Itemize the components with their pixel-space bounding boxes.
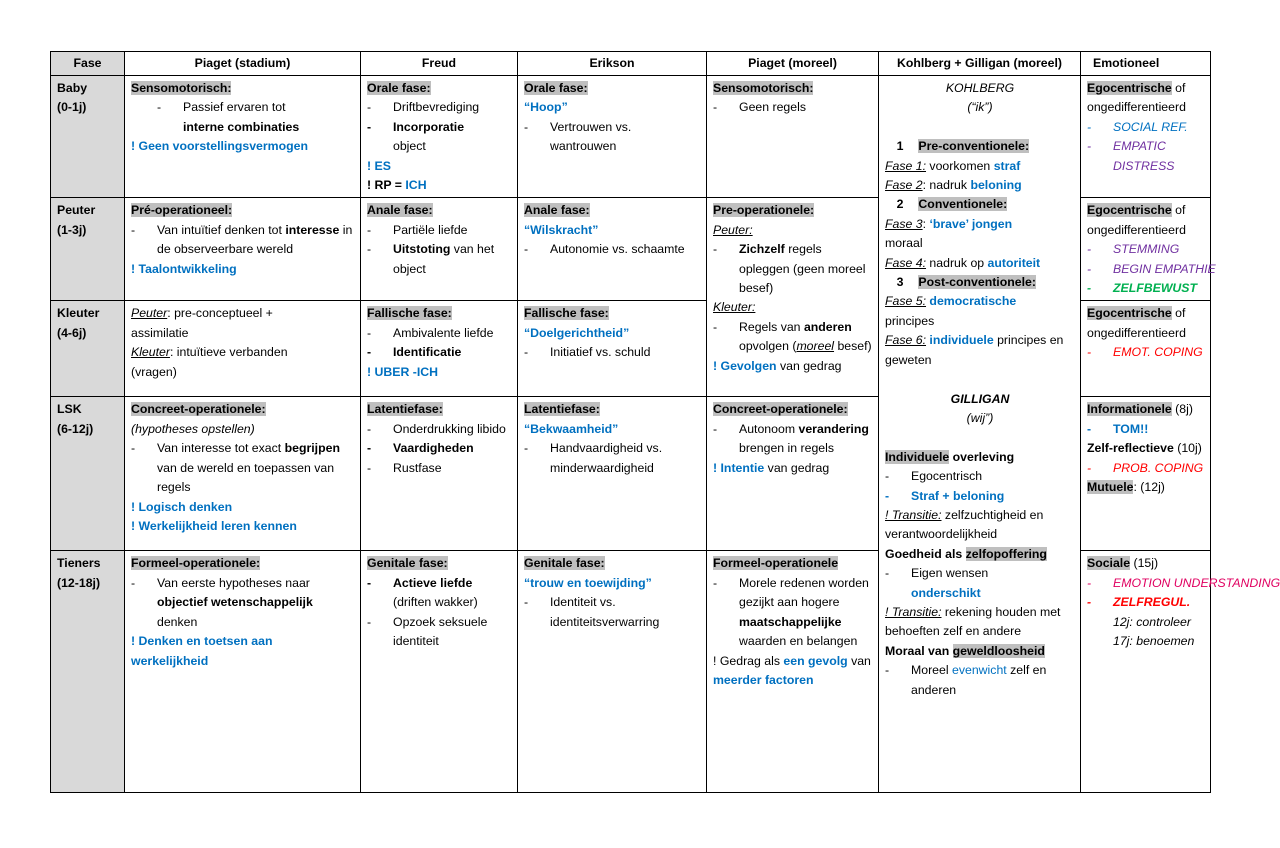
gilligan-level-2: Goedheid als zelfopoffering: [885, 546, 1047, 561]
emotion-level: Egocentrische: [1087, 81, 1172, 95]
sub-heading: (hypotheses opstellen): [131, 421, 255, 436]
list-item: - EMOT. COPING: [1087, 343, 1205, 362]
stage-title: Anale fase:: [367, 203, 433, 218]
stage-age: (6-12j): [57, 421, 94, 436]
stage-title: Formeel-operationele:: [131, 556, 261, 571]
stage-name: Peuter: [57, 203, 96, 218]
virtue-quote: “Doelgerichtheid”: [524, 325, 630, 340]
fase-4: Fase 4: nadruk op autoriteit: [885, 255, 1041, 270]
note: ! Logisch denken: [131, 499, 233, 514]
stage-title: Sensomotorisch:: [713, 81, 814, 95]
note: ! Taalontwikkeling: [131, 261, 237, 276]
list-item: - Morele redenen worden gezijkt aan hogere maatschappelijke waarden en belangen: [713, 574, 873, 652]
list-item: - EMPATIC DISTRESS: [1087, 137, 1205, 176]
list-item: - Rustfase: [367, 459, 512, 478]
note: ! Werkelijkheid leren kennen: [131, 518, 297, 533]
gilligan-title: GILLIGAN: [950, 391, 1010, 406]
text-line: (vragen): [131, 364, 177, 379]
list-item: - Van eerste hypotheses naar: [131, 574, 355, 593]
note: ! Denken en toetsen aan: [131, 634, 273, 649]
emotioneel-lsk: Informationele (8j) - TOM!! Zelf-reflectieve (10j) - PROB. COPING Mutuele: (12j): [1081, 397, 1211, 551]
erikson-peuter: [518, 198, 707, 301]
emotioneel-tieners: Sociale (15j) - EMOTION UNDERSTANDING - ZELFREGUL. 12j: controleer 17j: benoemen: [1081, 551, 1211, 793]
stage-title: Concreet-operationele:: [713, 402, 848, 417]
stage-name: Baby: [57, 81, 88, 95]
emotion-level: Zelf-reflectieve: [1087, 441, 1174, 456]
freud-peuter: [361, 198, 518, 301]
header-piaget-moreel: Piaget (moreel): [707, 52, 879, 76]
stage-title: Concreet-operationele:: [131, 402, 266, 417]
list-item: - Geen regels: [713, 98, 873, 117]
list-item-continued: (driften wakker): [393, 595, 478, 610]
list-item: - Moreel evenwicht zelf en anderen: [885, 663, 1047, 697]
note: ! Gedrag als een gevolg van meerder factoren: [713, 653, 871, 687]
list-item: - Onderdrukking libido: [367, 420, 512, 439]
list-item: - Autonoom verandering brengen in regels: [713, 420, 873, 459]
gilligan-level-3: Moraal van geweldloosheid: [885, 643, 1045, 658]
emotion-level: Egocentrische: [1087, 203, 1172, 218]
transitie-1: ! Transitie: zelfzuchtigheid en verantwoordelijkheid: [885, 507, 1044, 542]
list-item: - Partiële liefde: [367, 221, 512, 240]
stage-age: (1-3j): [57, 222, 87, 237]
list-item: - Straf + beloning: [885, 487, 1075, 506]
header-emotioneel: Emotioneel: [1081, 52, 1211, 76]
stage-cell: [51, 551, 125, 793]
transitie-2: ! Transitie: rekening houden met behoeften zelf en andere: [885, 604, 1061, 639]
piaget-stadium-tieners: [125, 551, 361, 793]
fase-3: Fase 3: ‘brave’ jongen: [885, 216, 1013, 231]
stage-title: Sensomotorisch:: [131, 81, 232, 95]
stage-title: Orale fase:: [367, 81, 431, 95]
stage-cell: [51, 76, 125, 198]
freud-lsk: [361, 397, 518, 551]
age-note: 12j: controleer: [1113, 614, 1191, 629]
stage-title: Fallische fase:: [367, 306, 452, 321]
stage-name: Kleuter: [57, 306, 100, 321]
list-item: - EMOTION UNDERSTANDING: [1087, 574, 1205, 593]
list-item: - Van intuïtief denken tot interesse in de observeerbare wereld: [131, 221, 355, 260]
piaget-moreel-peuter-kleuter: [707, 198, 879, 397]
list-item: - Regels van anderen opvolgen (moreel besef): [713, 318, 873, 357]
virtue-quote: “Wilskracht”: [524, 222, 599, 237]
header-piaget-stadium: Piaget (stadium): [125, 52, 361, 76]
age-note: 17j: benoemen: [1113, 634, 1195, 649]
header-erikson: Erikson: [518, 52, 707, 76]
stage-cell: [51, 198, 125, 301]
row-baby: [51, 76, 1211, 198]
virtue-quote: “Hoop”: [524, 100, 568, 115]
kohlberg-title: KOHLBERG: [945, 81, 1015, 95]
piaget-moreel-lsk: [707, 397, 879, 551]
freud-tieners: [361, 551, 518, 793]
list-item: - Incorporatie: [367, 118, 512, 137]
erikson-tieners: [518, 551, 707, 793]
emotioneel-peuter: Egocentrische of ongedifferentieerd - STEMMING - BEGIN EMPATHIE - ZELFBEWUST: [1081, 198, 1211, 301]
list-item: - ZELFREGUL.: [1087, 593, 1205, 612]
stage-name: Tieners: [57, 556, 101, 571]
header-row: [51, 52, 1211, 76]
list-item: - Egocentrisch: [885, 467, 1075, 486]
gilligan-sub: (wij”): [966, 410, 994, 425]
stage-title: Latentiefase:: [367, 402, 443, 417]
piaget-moreel-baby: [707, 76, 879, 198]
list-item: - Opzoek seksuele identiteit: [367, 613, 512, 652]
stage-title: Pré-operationeel:: [131, 203, 233, 218]
list-item-continued: objectief wetenschappelijk: [157, 595, 313, 610]
overview-table-sheet: [50, 51, 1280, 788]
stage-title: Formeel-operationele: [713, 556, 839, 571]
development-theories-table: [50, 51, 1280, 793]
list-item: - Ambivalente liefde: [367, 324, 512, 343]
note: werkelijkheid: [131, 653, 209, 668]
list-item: - Passief ervaren tot: [157, 100, 286, 115]
level-1: 1 Pre-conventionele:: [896, 139, 1030, 154]
sub-heading: Kleuter:: [713, 300, 756, 315]
piaget-stadium-baby: [125, 76, 361, 198]
note: ! Gevolgen van gedrag: [713, 358, 842, 373]
list-item-continued: onderschikt: [911, 585, 981, 600]
stage-title: Pre-operationele:: [713, 203, 815, 218]
list-item: - TOM!!: [1087, 420, 1205, 439]
emotion-level: Egocentrische: [1087, 306, 1172, 321]
list-item: - Autonomie vs. schaamte: [524, 240, 701, 259]
piaget-stadium-peuter: [125, 198, 361, 301]
stage-age: (12-18j): [57, 575, 101, 590]
list-item: - BEGIN EMPATHIE: [1087, 260, 1205, 279]
stage-title: Genitale fase:: [367, 556, 448, 571]
erikson-baby: [518, 76, 707, 198]
note: ! RP = ICH: [367, 178, 427, 193]
header-fase: Fase: [51, 52, 125, 76]
fase-5-continued: principes: [885, 313, 935, 328]
list-item: - Van interesse tot exact begrijpen van de wereld en toepassen van regels: [131, 439, 355, 497]
level-3: 3 Post-conventionele:: [896, 275, 1036, 290]
sub-heading: Peuter:: [713, 222, 753, 237]
stage-cell: [51, 397, 125, 551]
emotion-level: Informationele: [1087, 402, 1172, 417]
stage-title: Orale fase:: [524, 81, 588, 95]
stage-title: Fallische fase:: [524, 306, 609, 321]
stage-name: LSK: [57, 402, 82, 417]
piaget-moreel-tieners: [707, 551, 879, 793]
emotion-level: Sociale: [1087, 556, 1131, 571]
kohlberg-gilligan-cell: [879, 76, 1081, 793]
stage-age: (4-6j): [57, 325, 87, 340]
emotion-level-continued: ongedifferentieerd: [1087, 222, 1186, 237]
list-item: - ZELFBEWUST: [1087, 279, 1205, 298]
freud-baby: [361, 76, 518, 198]
list-item-continued: denken: [157, 614, 198, 629]
list-item: - Actieve liefde: [367, 574, 512, 593]
list-item: - Driftbevrediging: [367, 98, 512, 117]
fase-1: Fase 1: voorkomen straf: [885, 158, 1021, 173]
emotion-level-continued: ongedifferentieerd: [1087, 325, 1186, 340]
fase-2: Fase 2: nadruk beloning: [885, 178, 1022, 193]
list-item: - Identificatie: [367, 343, 512, 362]
piaget-stadium-lsk: [125, 397, 361, 551]
list-item: - Handvaardigheid vs. minderwaardigheid: [524, 439, 701, 478]
emotion-level-continued: ongedifferentieerd: [1087, 100, 1186, 115]
erikson-lsk: [518, 397, 707, 551]
header-kohlberg-gilligan: Kohlberg + Gilligan (moreel): [879, 52, 1081, 76]
piaget-stadium-kleuter: Peuter: pre-conceptueel + assimilatie Kleuter: intuïtieve verbanden (vragen): [125, 301, 361, 397]
note: ! Intentie van gedrag: [713, 460, 830, 475]
list-item: - STEMMING: [1087, 240, 1205, 259]
stage-title: Latentiefase:: [524, 402, 600, 417]
freud-kleuter: [361, 301, 518, 397]
list-item-continued: interne combinaties: [183, 119, 300, 134]
list-item: - SOCIAL REF.: [1087, 118, 1205, 137]
gilligan-level-1: Individuele overleving: [885, 449, 1015, 464]
virtue-quote: “Bekwaamheid”: [524, 421, 619, 436]
kohlberg-sub: (“ik”): [967, 100, 993, 115]
emotion-level: Mutuele: [1087, 480, 1134, 495]
emotioneel-kleuter: Egocentrische of ongedifferentieerd - EMOT. COPING: [1081, 301, 1211, 397]
stage-cell: [51, 301, 125, 397]
text-line: assimilatie: [131, 325, 189, 340]
note: ! UBER -ICH: [367, 364, 439, 379]
header-freud: Freud: [361, 52, 518, 76]
level-2: 2 Conventionele:: [896, 197, 1008, 212]
erikson-kleuter: [518, 301, 707, 397]
note: ! Geen voorstellingsvermogen: [131, 139, 308, 154]
list-item: - PROB. COPING: [1087, 459, 1205, 478]
list-item: - Initiatief vs. schuld: [524, 343, 701, 362]
list-item: - Zichzelf regels opleggen (geen moreel besef): [713, 240, 873, 298]
virtue-quote: “trouw en toewijding”: [524, 575, 652, 590]
stage-age: (0-1j): [57, 100, 87, 115]
stage-title: Genitale fase:: [524, 556, 605, 571]
note: ! ES: [367, 158, 391, 173]
list-item: - Vertrouwen vs. wantrouwen: [524, 118, 701, 157]
fase-5: Fase 5: democratische: [885, 294, 1017, 309]
fase-3-continued: moraal: [885, 236, 923, 251]
list-item-continued: object: [393, 139, 426, 154]
list-item: - Identiteit vs. identiteitsverwarring: [524, 593, 701, 632]
fase-6: Fase 6: individuele principes en geweten: [885, 333, 1064, 367]
list-item: - Uitstoting van het object: [367, 240, 512, 279]
stage-title: Anale fase:: [524, 203, 590, 218]
list-item: - Vaardigheden: [367, 439, 512, 458]
list-item: - Eigen wensen: [885, 564, 1075, 583]
emotioneel-baby: Egocentrische of ongedifferentieerd - SOCIAL REF. - EMPATIC DISTRESS: [1081, 76, 1211, 198]
